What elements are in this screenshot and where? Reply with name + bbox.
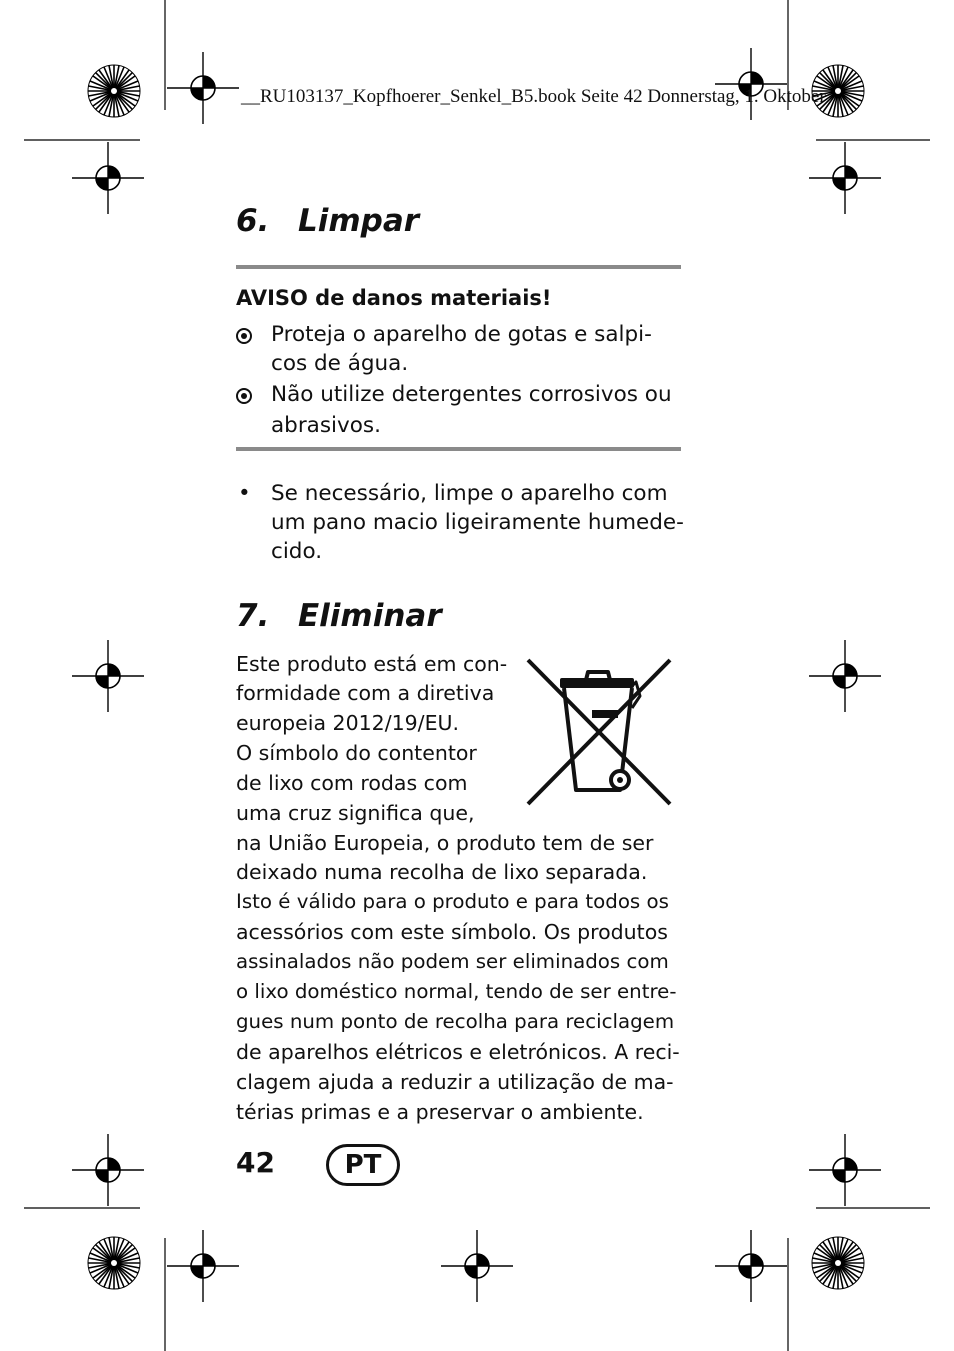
circled-dot-icon (236, 328, 252, 344)
section-6-heading (236, 203, 419, 239)
body-text-line: O símbolo do contentor (236, 741, 477, 765)
circled-dot-icon (236, 388, 252, 404)
page-number: 42 (236, 1146, 275, 1179)
section-6-title: Limpar (298, 203, 420, 239)
section-6-number: 6. (236, 203, 270, 239)
body-text-line: acessórios com este símbolo. Os produtos (236, 920, 668, 944)
body-text-line: o lixo doméstico normal, tendo de ser entre- (236, 980, 677, 1003)
notice-item (236, 380, 686, 440)
notice-item (236, 320, 686, 378)
notice-item-line: abrasivos. (271, 413, 381, 438)
body-text-line: uma cruz significa que, (236, 801, 475, 825)
body-text-line: assinalados não podem ser eliminados com (236, 950, 669, 973)
notice-title: AVISO de danos materiais! (236, 286, 552, 310)
body-text-line: europeia 2012/19/EU. (236, 711, 460, 735)
notice-item-line: Não utilize detergentes corrosivos ou (271, 382, 672, 407)
language-badge: PT (326, 1144, 400, 1186)
print-file-header: __RU103137_Kopfhoerer_Senkel_B5.book Seite 42 Donnerstag, 1. Oktober (241, 86, 826, 107)
instruction-line: cido. (271, 539, 323, 564)
body-text-line: de aparelhos elétricos e eletrónicos. A reci- (236, 1040, 680, 1064)
body-text-line: na União Europeia, o produto tem de ser (236, 831, 654, 855)
body-text-line: gues num ponto de recolha para reciclagem (236, 1010, 675, 1033)
notice-item-line: cos de água. (271, 351, 409, 376)
section-7-number: 7. (236, 598, 270, 634)
instruction-line: um pano macio ligeiramente humede- (271, 510, 684, 535)
body-text-line: Este produto está em con- (236, 652, 508, 676)
body-text-line: deixado numa recolha de lixo separada. (236, 860, 648, 884)
body-text-line: clagem ajuda a reduzir a utilização de ma- (236, 1070, 674, 1094)
notice-bottom-rule (236, 447, 681, 451)
notice-item-line: Proteja o aparelho de gotas e salpi- (271, 322, 652, 347)
instruction-item (236, 479, 686, 566)
body-text-line: Isto é válido para o produto e para todos os (236, 890, 669, 913)
section-7-heading (236, 598, 442, 634)
bullet-dot-icon: • (238, 481, 251, 506)
section-7-title: Eliminar (298, 598, 442, 634)
crossed-out-wheelie-bin-icon (524, 656, 674, 808)
instruction-line: Se necessário, limpe o aparelho com (271, 481, 668, 506)
body-text-line: de lixo com rodas com (236, 771, 468, 795)
body-text-line: térias primas e a preservar o ambiente. (236, 1100, 644, 1124)
body-text-line: formidade com a diretiva (236, 681, 495, 705)
notice-top-rule (236, 265, 681, 269)
